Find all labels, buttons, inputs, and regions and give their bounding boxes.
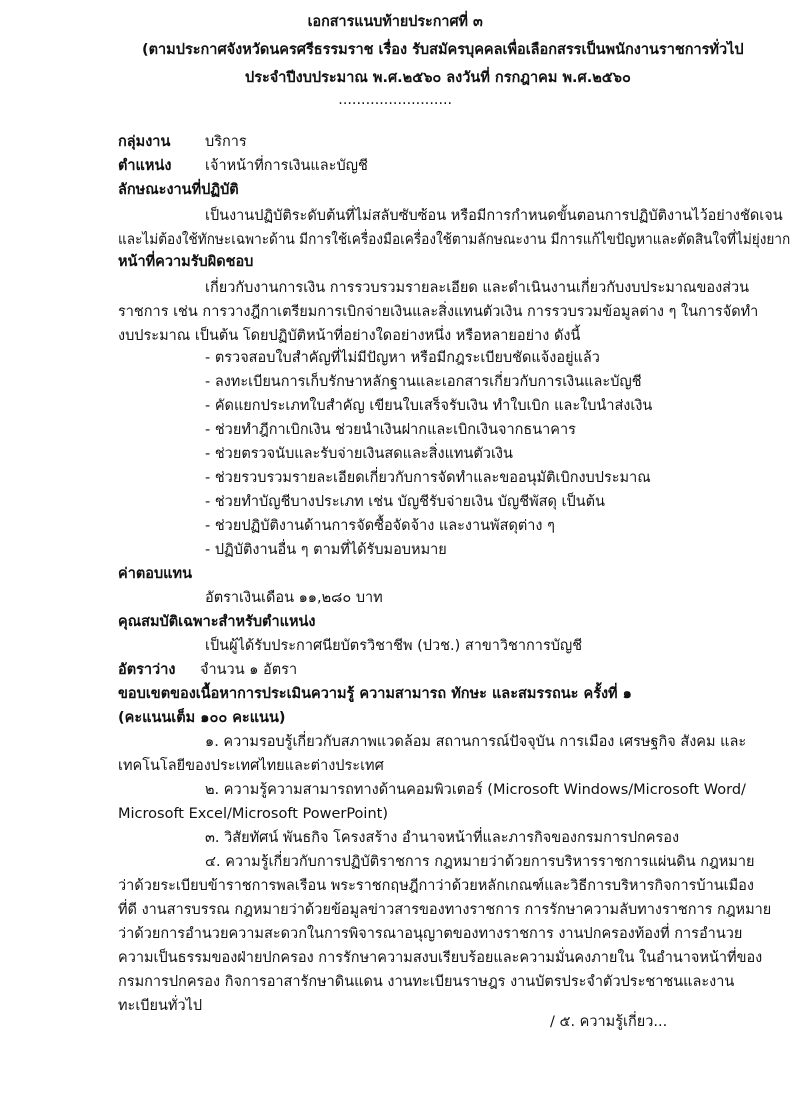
assessment-item-1-cont: เทคโนโลยีของประเทศไทยและต่างประเทศ bbox=[118, 758, 384, 774]
duty-item: - ช่วยตรวจนับและรับจ่ายเงินสดและสิ่งแทนตัวเงิน bbox=[205, 446, 513, 462]
duty-item: - ลงทะเบียนการเก็บรักษาหลักฐานและเอกสารเกี่ยวกับการเงินและบัญชี bbox=[205, 374, 642, 390]
qualification-title: คุณสมบัติเฉพาะสำหรับตำแหน่ง bbox=[118, 614, 316, 630]
vacancy-value: จำนวน ๑ อัตรา bbox=[200, 662, 298, 678]
group-label: กลุ่มงาน bbox=[118, 134, 171, 150]
assessment-item-4-cont: ที่ดี งานสารบรรณ กฎหมายว่าด้วยข้อมูลข่าวสารของทางราชการ การรักษาความลับทางราชการ กฎหมาย bbox=[118, 902, 772, 918]
assessment-item-2-cont: Microsoft Excel/Microsoft PowerPoint) bbox=[118, 806, 388, 822]
qualification-value: เป็นผู้ได้รับประกาศนียบัตรวิชาชีพ (ปวช.) สาขาวิชาการบัญชี bbox=[205, 638, 583, 654]
duty-item: - ตรวจสอบใบสำคัญที่ไม่มีปัญหา หรือมีกฎระเบียบชัดแจ้งอยู่แล้ว bbox=[205, 350, 600, 366]
position-value: เจ้าหน้าที่การเงินและบัญชี bbox=[205, 158, 368, 174]
assessment-item-4-cont: ว่าด้วยการอำนวยความสะดวกในการพิจารณาอนุญาตของทางราชการ งานปกครองท้องที่ การอำนวย bbox=[118, 926, 743, 942]
assessment-item-4-cont: ทะเบียนทั่วไป bbox=[118, 998, 203, 1014]
group-value: บริการ bbox=[205, 134, 247, 150]
compensation-title: ค่าตอบแทน bbox=[118, 566, 192, 582]
duty-item: - ปฏิบัติงานอื่น ๆ ตามที่ได้รับมอบหมาย bbox=[205, 542, 447, 558]
header-divider: ......................... bbox=[338, 92, 453, 108]
work-nature-line: และไม่ต้องใช้ทักษะเฉพาะด้าน มีการใช้เครื่องมือเครื่องใช้ตามลักษณะงาน มีการแก้ไขปัญหาและตัดสินใจที่ไม่ยุ่งยาก bbox=[118, 232, 791, 248]
doc-subheading: (ตามประกาศจังหวัดนครศรีธรรมราช เรื่อง รับสมัครบุคคลเพื่อเลือกสรรเป็นพนักงานราชการทั่วไป bbox=[142, 42, 744, 58]
doc-heading: เอกสารแนบท้ายประกาศที่ ๓ bbox=[307, 14, 483, 30]
assessment-item-4-cont: กรมการปกครอง กิจการอาสารักษาดินแดน งานทะเบียนราษฎร งานบัตรประจำตัวประชาชนและงาน bbox=[118, 974, 735, 990]
vacancy-label: อัตราว่าง bbox=[118, 662, 176, 678]
assessment-title: ขอบเขตของเนื้อหาการประเมินความรู้ ความสามารถ ทักษะ และสมรรถนะ ครั้งที่ ๑ bbox=[118, 686, 632, 702]
assessment-score: (คะแนนเต็ม ๑๐๐ คะแนน) bbox=[118, 710, 286, 726]
duties-title: หน้าที่ความรับผิดชอบ bbox=[118, 254, 254, 270]
duties-intro-line: งบประมาณ เป็นต้น โดยปฏิบัติหน้าที่อย่างใดอย่างหนึ่ง หรือหลายอย่าง ดังนี้ bbox=[118, 328, 581, 344]
assessment-item-3: ๓. วิสัยทัศน์ พันธกิจ โครงสร้าง อำนาจหน้าที่และภารกิจของกรมการปกครอง bbox=[205, 830, 680, 846]
position-label: ตำแหน่ง bbox=[118, 158, 172, 174]
duties-intro-line: เกี่ยวกับงานการเงิน การรวบรวมรายละเอียด และดำเนินงานเกี่ยวกับงบประมาณของส่วน bbox=[205, 280, 750, 296]
assessment-item-1: ๑. ความรอบรู้เกี่ยวกับสภาพแวดล้อม สถานการณ์ปัจจุบัน การเมือง เศรษฐกิจ สังคม และ bbox=[205, 734, 747, 750]
duty-item: - ช่วยทำบัญชีบางประเภท เช่น บัญชีรับจ่ายเงิน บัญชีพัสดุ เป็นต้น bbox=[205, 494, 605, 510]
duty-item: - ช่วยรวบรวมรายละเอียดเกี่ยวกับการจัดทำและขออนุมัติเบิกงบประมาณ bbox=[205, 470, 651, 486]
duty-item: - ช่วยปฏิบัติงานด้านการจัดซื้อจัดจ้าง และงานพัสดุต่าง ๆ bbox=[205, 518, 555, 534]
work-nature-line: เป็นงานปฏิบัติระดับต้นที่ไม่สลับซับซ้อน หรือมีการกำหนดขั้นตอนการปฏิบัติงานไว้อย่างชัดเจน bbox=[205, 208, 783, 224]
duties-intro-line: ราชการ เช่น การวางฎีกาเตรียมการเบิกจ่ายเงินและสิ่งแทนตัวเงิน การรวบรวมข้อมูลต่าง ๆ ในการจัดทำ bbox=[118, 304, 759, 320]
assessment-item-4: ๔. ความรู้เกี่ยวกับการปฏิบัติราชการ กฎหมายว่าด้วยการบริหารราชการแผ่นดิน กฎหมาย bbox=[205, 854, 755, 870]
assessment-item-4-cont: ว่าด้วยระเบียบข้าราชการพลเรือน พระราชกฤษฎีกาว่าด้วยหลักเกณฑ์และวิธีการบริหารกิจการบ้านเมือง bbox=[118, 878, 754, 894]
compensation-value: อัตราเงินเดือน ๑๑,๒๘๐ บาท bbox=[205, 590, 383, 606]
doc-date-line: ประจำปีงบประมาณ พ.ศ.๒๕๖๐ ลงวันที่ กรกฎาคม พ.ศ.๒๕๖๐ bbox=[245, 70, 631, 86]
duty-item: - ช่วยทำฎีกาเบิกเงิน ช่วยนำเงินฝากและเบิกเงินจากธนาคาร bbox=[205, 422, 576, 438]
assessment-item-4-cont: ความเป็นธรรมของฝ่ายปกครอง การรักษาความสงบเรียบร้อยและความมั่นคงภายใน ในอำนาจหน้าที่ของ bbox=[118, 950, 763, 966]
assessment-item-2: ๒. ความรู้ความสามารถทางด้านคอมพิวเตอร์ (Microsoft Windows/Microsoft Word/ bbox=[205, 782, 746, 798]
continued-note: / ๕. ความรู้เกี่ยว... bbox=[550, 1014, 668, 1030]
work-nature-title: ลักษณะงานที่ปฏิบัติ bbox=[118, 182, 239, 198]
duty-item: - คัดแยกประเภทใบสำคัญ เขียนใบเสร็จรับเงิน ทำใบเบิก และใบนำส่งเงิน bbox=[205, 398, 653, 414]
